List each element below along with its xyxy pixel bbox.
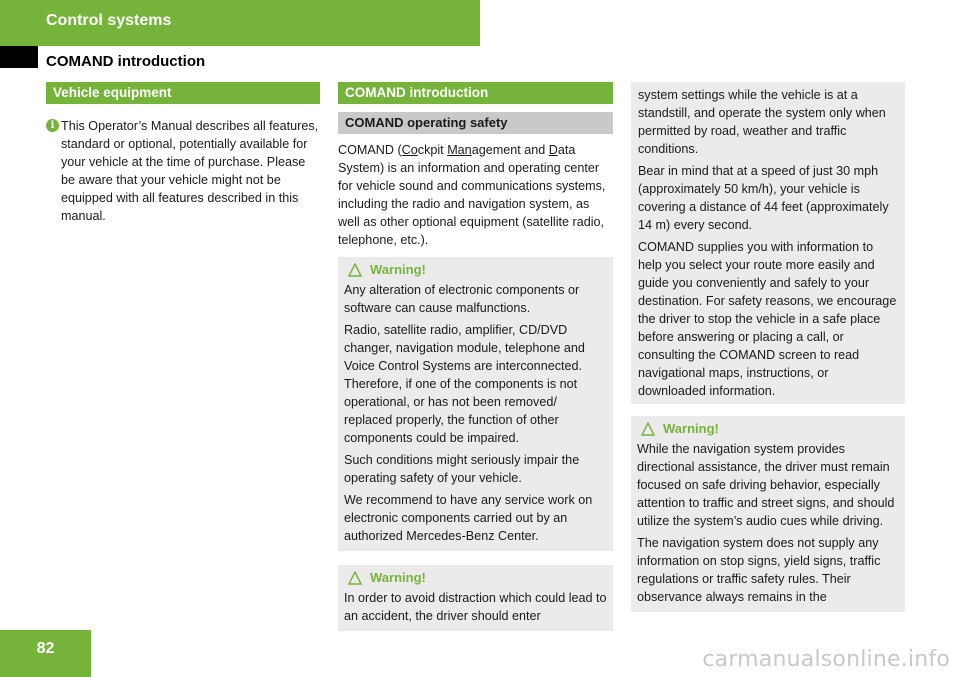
middle-column xyxy=(338,82,613,631)
warning-label: Warning! xyxy=(663,421,719,436)
warning1-paragraph: Any alteration of electronic components or software can cause malfunctions. xyxy=(344,283,580,315)
warning1-paragraph: Radio, satellite radio, amplifier, CD/DVD changer, navigation module, telephone and Voice Control Systems are interconnected. Therefore, if one of the components is not operational, or has not been removed/ replaced properly, the function of other components could be impaired. xyxy=(344,323,585,445)
intro-underline-man: Man xyxy=(447,143,472,157)
warning3-paragraph: The navigation system does not supply any information on stop signs, yield signs, traffic regulations or traffic safety rules. Their observance always remains in the xyxy=(637,536,881,604)
warning-box-1 xyxy=(338,257,613,551)
warning-title xyxy=(344,569,607,587)
warning-title xyxy=(344,261,607,279)
vehicle-equipment-heading: Vehicle equipment xyxy=(46,82,320,104)
info-text: This Operator’s Manual describes all features, standard or optional, potentially available for your vehicle at the time of purchase. Please be aware that your vehicle might not be equipped with all features described in this manual. xyxy=(61,119,319,223)
warning-box-3 xyxy=(631,416,905,612)
watermark: carmanualsonline.info xyxy=(702,647,950,672)
warning-triangle-icon xyxy=(348,263,362,277)
warning-triangle-icon xyxy=(348,571,362,585)
comand-intro-paragraph xyxy=(338,141,613,249)
page-number: 82 xyxy=(0,630,91,677)
warning2-paragraph: In order to avoid distraction which could lead to an accident, the driver should enter xyxy=(344,591,607,623)
intro-text-1: COMAND ( xyxy=(338,143,402,157)
intro-underline-d: D xyxy=(548,143,558,157)
safety-continuation-block xyxy=(631,82,905,404)
warning-triangle-icon xyxy=(641,422,655,436)
intro-text-4: ata System) is an information and operating center for vehicle sound and communications systems, including the radio and navigation system, as well as other optional equipment (satellite radio, telephone, etc.). xyxy=(338,143,606,247)
warning-box-2 xyxy=(338,565,613,631)
operating-safety-subheading: COMAND operating safety xyxy=(338,112,613,134)
comand-introduction-heading: COMAND introduction xyxy=(338,82,613,104)
intro-text-2: ckpit xyxy=(417,143,448,157)
block-paragraph: COMAND supplies you with information to help you select your route more easily and guide you conveniently and safely to your destination. For safety reasons, we encourage the driver to stop the vehicle in a safe place before answering or placing a call, or consulting the COMAND screen to read navigational maps, instructions, or downloaded information. xyxy=(638,240,897,398)
info-note xyxy=(46,117,320,225)
block-paragraph: Bear in mind that at a speed of just 30 mph (approximately 50 km/h), your vehicle is covering a distance of 44 feet (approximately 14 m) every second. xyxy=(638,164,889,232)
block-paragraph: system settings while the vehicle is at a standstill, and operate the system only when permitted by road, weather and traffic conditions. xyxy=(638,88,886,156)
warning-label: Warning! xyxy=(370,262,426,277)
intro-underline-co: Co xyxy=(401,143,418,157)
info-icon: i xyxy=(46,119,59,132)
page-marker xyxy=(0,46,38,68)
left-column xyxy=(46,82,320,225)
intro-text-3: agement and xyxy=(471,143,549,157)
section-title: Control systems xyxy=(46,12,172,29)
warning1-paragraph: We recommend to have any service work on electronic components carried out by an authorized Mercedes-Benz Center. xyxy=(344,493,593,543)
warning1-paragraph: Such conditions might seriously impair the operating safety of your vehicle. xyxy=(344,453,580,485)
page-subtitle: COMAND introduction xyxy=(46,53,206,70)
warning-label: Warning! xyxy=(370,570,426,585)
warning3-paragraph: While the navigation system provides directional assistance, the driver must remain focused on safe driving behavior, especially attention to traffic and street signs, and should utilize the system’s audio cues while driving. xyxy=(637,442,895,528)
section-tab xyxy=(0,0,480,46)
warning-title xyxy=(637,420,899,438)
right-column xyxy=(631,82,905,612)
